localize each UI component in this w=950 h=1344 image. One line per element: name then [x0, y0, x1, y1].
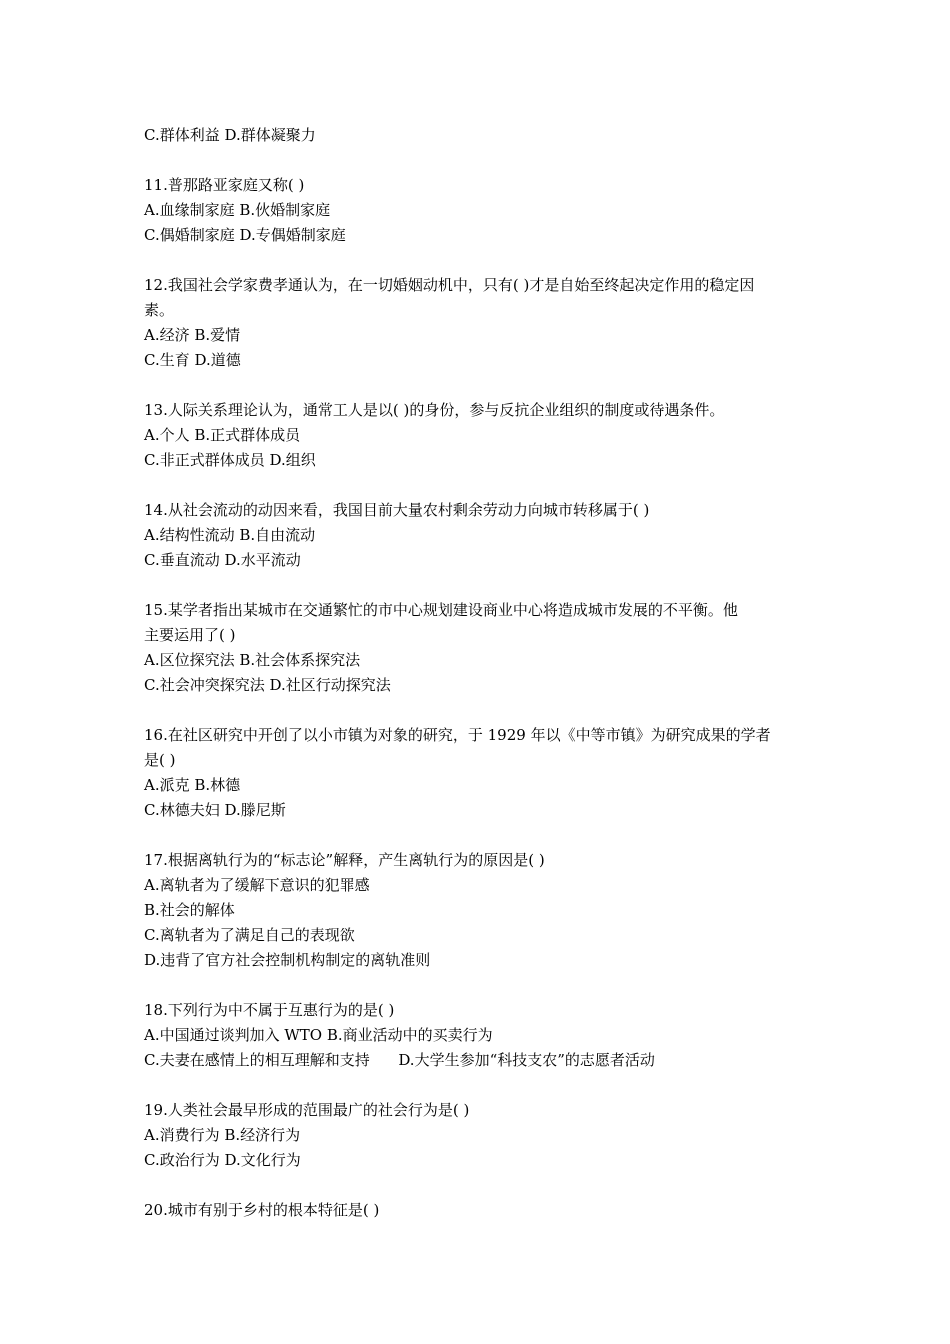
option-line: A.中国通过谈判加入 WTO B.商业活动中的买卖行为	[144, 1026, 493, 1044]
question-stem: 19.人类社会最早形成的范围最广的社会行为是( )	[144, 1101, 470, 1119]
question-16	[144, 723, 814, 823]
question-13	[144, 398, 814, 473]
question-15	[144, 598, 814, 698]
question-20	[144, 1198, 814, 1223]
option-line: C.非正式群体成员 D.组织	[144, 451, 316, 469]
option-line: C.群体利益 D.群体凝聚力	[144, 126, 316, 144]
question-stem: 11.普那路亚家庭又称( )	[144, 176, 305, 194]
question-stem-continued: 素。	[144, 301, 175, 319]
paragraph-gap	[144, 698, 814, 723]
question-18	[144, 998, 814, 1073]
question-stem: 15.某学者指出某城市在交通繁忙的市中心规划建设商业中心将造成城市发展的不平衡。他	[144, 601, 738, 619]
paragraph-gap	[144, 573, 814, 598]
option-line: C.政治行为 D.文化行为	[144, 1151, 301, 1169]
option-line: C.社会冲突探究法 D.社区行动探究法	[144, 676, 391, 694]
paragraph-gap	[144, 973, 814, 998]
question-stem: 17.根据离轨行为的“标志论”解释，产生离轨行为的原因是( )	[144, 851, 545, 869]
option-line: A.离轨者为了缓解下意识的犯罪感	[144, 876, 370, 894]
option-line: C.偶婚制家庭 D.专偶婚制家庭	[144, 226, 346, 244]
option-line: C.垂直流动 D.水平流动	[144, 551, 301, 569]
option-line: B.社会的解体	[144, 901, 235, 919]
option-line: A.个人 B.正式群体成员	[144, 426, 301, 444]
paragraph-gap	[144, 473, 814, 498]
question-12	[144, 273, 814, 373]
option-line: A.消费行为 B.经济行为	[144, 1126, 301, 1144]
paragraph-gap	[144, 1173, 814, 1198]
option-line: C.生育 D.道德	[144, 351, 241, 369]
document-page	[144, 123, 814, 1223]
question-stem: 20.城市有别于乡村的根本特征是( )	[144, 1201, 380, 1219]
option-line: A.血缘制家庭 B.伙婚制家庭	[144, 201, 331, 219]
question-stem: 16.在社区研究中开创了以小市镇为对象的研究，于 1929 年以《中等市镇》为研究成果的学者	[144, 726, 771, 744]
option-line: A.派克 B.林德	[144, 776, 241, 794]
question-14	[144, 498, 814, 573]
option-line: A.区位探究法 B.社会体系探究法	[144, 651, 361, 669]
question-stem: 13.人际关系理论认为，通常工人是以( )的身份，参与反抗企业组织的制度或待遇条件。	[144, 401, 725, 419]
paragraph-gap	[144, 248, 814, 273]
paragraph-gap	[144, 148, 814, 173]
option-line: A.结构性流动 B.自由流动	[144, 526, 316, 544]
paragraph-gap	[144, 823, 814, 848]
paragraph-gap	[144, 373, 814, 398]
option-line: C.夫妻在感情上的相互理解和支持 D.大学生参加“科技支农”的志愿者活动	[144, 1051, 655, 1069]
question-stem-continued: 是( )	[144, 751, 176, 769]
option-line: C.林德夫妇 D.滕尼斯	[144, 801, 286, 819]
paragraph-gap	[144, 1073, 814, 1098]
option-line: A.经济 B.爱情	[144, 326, 241, 344]
question-17	[144, 848, 814, 973]
question-stem: 12.我国社会学家费孝通认为，在一切婚姻动机中，只有( )才是自始至终起决定作用的稳定因	[144, 276, 755, 294]
question-11	[144, 173, 814, 248]
option-line: D.违背了官方社会控制机构制定的离轨准则	[144, 951, 431, 969]
option-line: C.离轨者为了满足自己的表现欲	[144, 926, 355, 944]
question-stem: 14.从社会流动的动因来看，我国目前大量农村剩余劳动力向城市转移属于( )	[144, 501, 650, 519]
question-stem: 18.下列行为中不属于互惠行为的是( )	[144, 1001, 395, 1019]
question-stem-continued: 主要运用了( )	[144, 626, 236, 644]
question-19	[144, 1098, 814, 1173]
